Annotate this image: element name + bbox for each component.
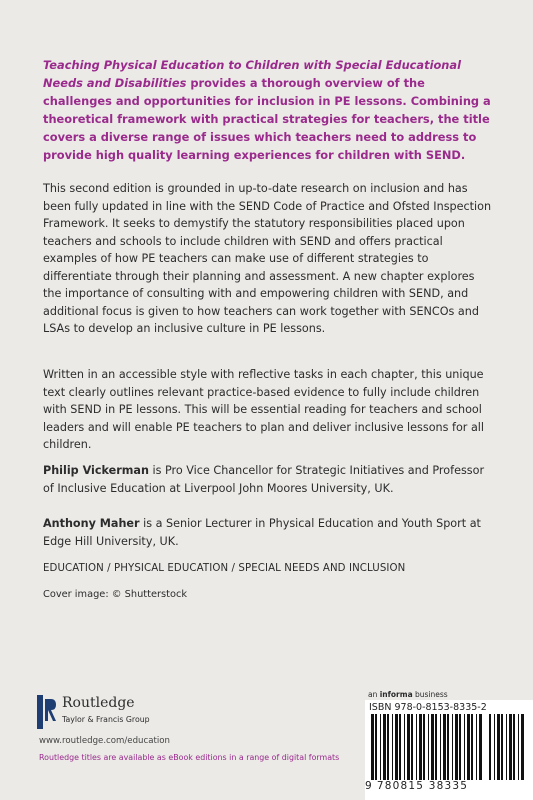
cover-image-credit: Cover image: © Shutterstock [43, 589, 188, 600]
publisher-name: Routledge [62, 695, 135, 711]
author-name: Philip Vickerman [43, 464, 149, 477]
routledge-logo-icon [37, 695, 57, 729]
author-bio-text: is Pro Vice Chancellor for Strategic Initiatives and Professor of Inclusive Education at Liverpool John Moores University, UK. [43, 464, 485, 495]
author-bio-vickerman [43, 462, 493, 497]
book-title: Teaching Physical Education to Children with Special Educational Needs and Disabilities [43, 58, 461, 90]
intro-text: provides a thorough overview of the challenges and opportunities for inclusion in PE lessons. Combining a theoretical framework with practical strategies for teachers, the title covers a diverse range of issues which teachers need to address to provide high quality learning experiences for children with SEND. [43, 76, 491, 162]
isbn-block [365, 700, 533, 800]
publisher-url[interactable]: www.routledge.com/education [39, 736, 170, 746]
barcode-addon-icon [487, 714, 527, 780]
barcode-digits: 9 780815 38335 [365, 780, 469, 792]
author-bio-maher [43, 515, 493, 550]
publisher-logo [37, 695, 197, 729]
author-bio-text: is a Senior Lecturer in Physical Education and Youth Sport at Edge Hill University, UK. [43, 517, 481, 548]
ebook-note: Routledge titles are available as eBook editions in a range of digital formats [39, 753, 340, 762]
publisher-group: Taylor & Francis Group [62, 715, 150, 724]
barcode-icon [369, 714, 483, 780]
paragraph-accessible-style: Written in an accessible style with reflective tasks in each chapter, this unique text clearly outlines relevant practice-based evidence to fully include children with SEND in PE lessons. This will be essential reading for teachers and school leaders and will enable PE teachers to plan and deliver inclusive lessons for all children. [43, 368, 485, 451]
subject-categories: EDUCATION / PHYSICAL EDUCATION / SPECIAL NEEDS AND INCLUSION [43, 563, 406, 574]
paragraph-second-edition: This second edition is grounded in up-to-date research on inclusion and has been fully updated in line with the SEND Code of Practice and Ofsted Inspection Framework. It seeks to demystify the statutory responsibilities placed upon teachers and schools to include children with SEND and offers practical examples of how PE teachers can make use of different strategies to differentiate through their planning and assessment. A new chapter explores the importance of consulting with and empowering children with SEND, and additional focus is given to how teachers can work together with SENCOs and LSAs to develop an inclusive culture in PE lessons. [43, 182, 492, 335]
author-name: Anthony Maher [43, 517, 140, 530]
blurb-intro [43, 56, 493, 164]
informa-tagline: an informa business [368, 690, 448, 699]
isbn-number: ISBN 978-0-8153-8335-2 [369, 702, 487, 713]
